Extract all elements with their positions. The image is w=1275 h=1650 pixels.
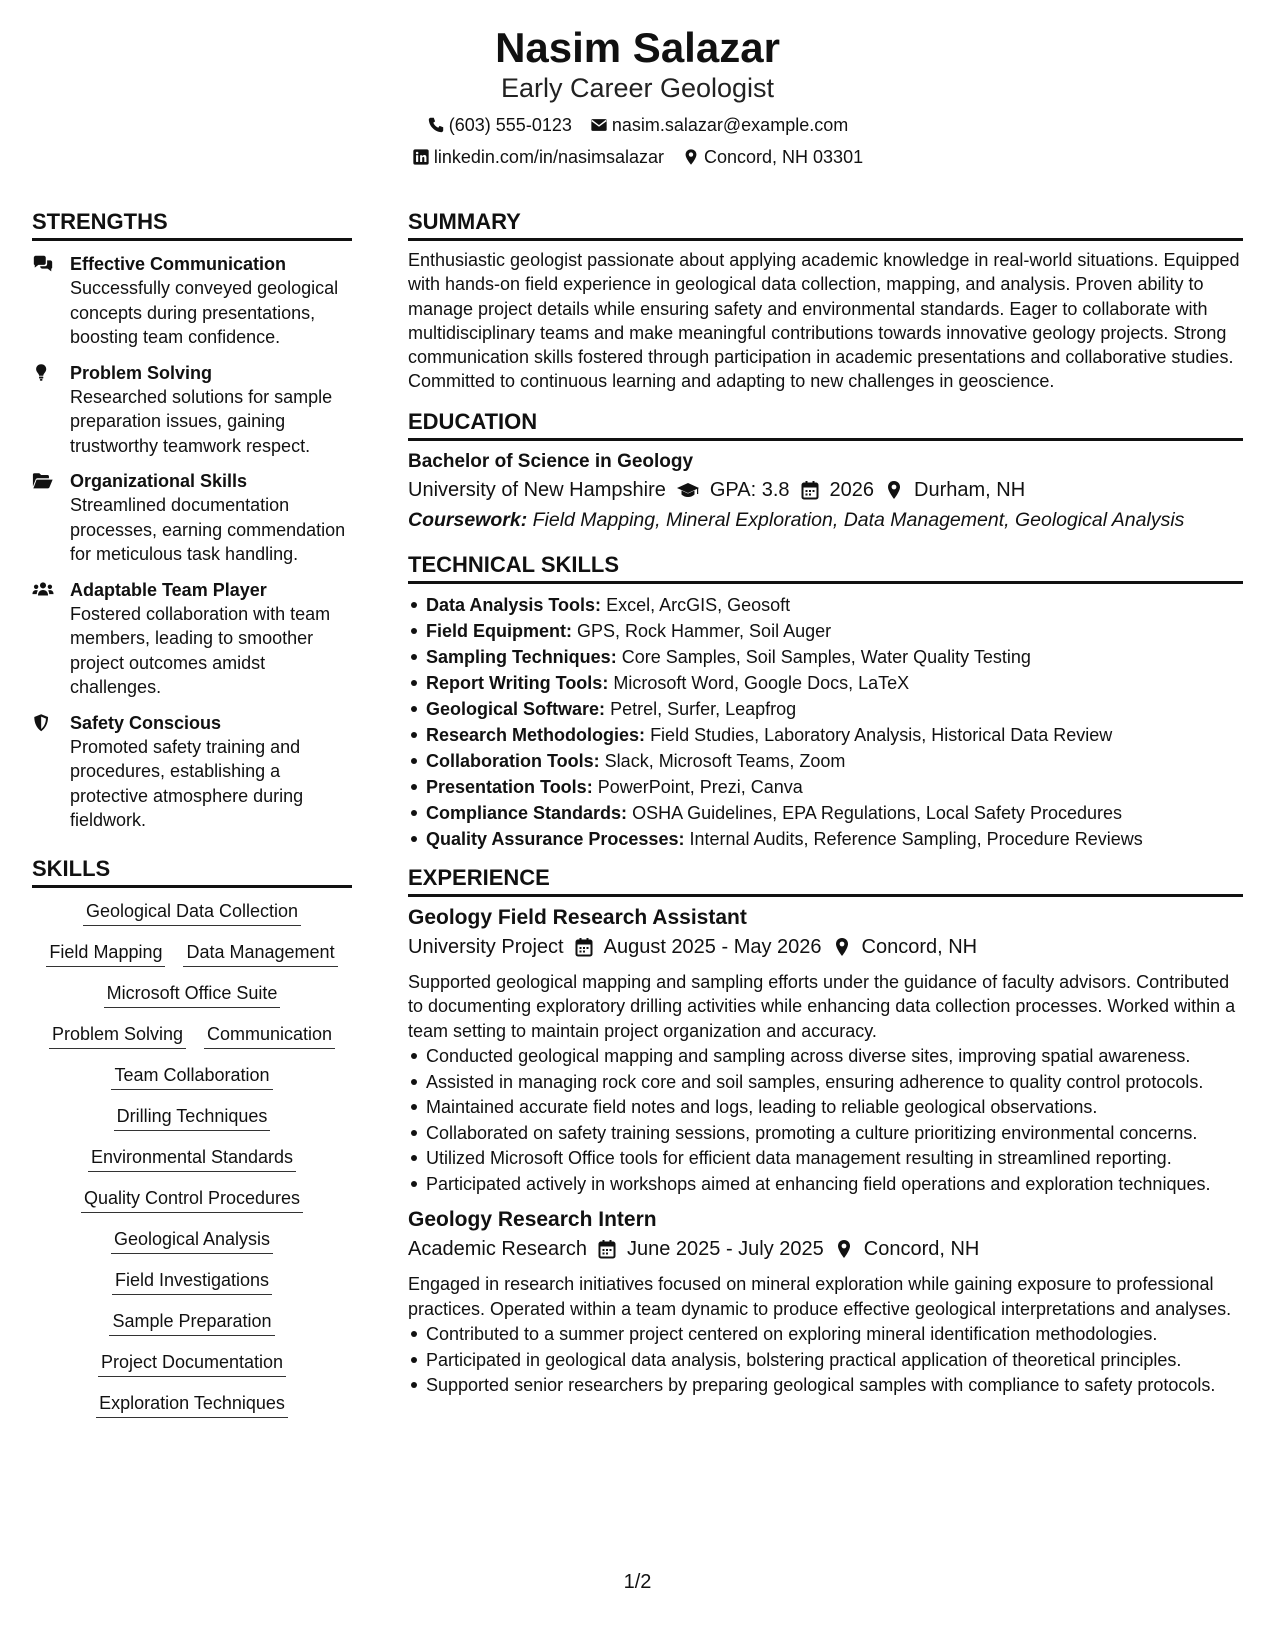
gpa-text: GPA: 3.8 <box>709 478 790 501</box>
strength-desc: Fostered collaboration with team members, leading to smoother project outcomes amidst challenges. <box>70 603 331 697</box>
graduation-year: 2026 <box>829 478 875 501</box>
skills-heading: SKILLS <box>32 855 352 888</box>
email-text: nasim.salazar@example.com <box>611 115 849 135</box>
technical-skills-heading: TECHNICAL SKILLS <box>408 551 1243 584</box>
strength-desc: Streamlined documentation processes, earning commendation for meticulous task handling. <box>70 495 346 564</box>
location-text: Concord, NH 03301 <box>704 147 864 167</box>
education-meta <box>408 475 1243 505</box>
strength-desc: Successfully conveyed geological concepts during presentations, boosting team confidence. <box>70 278 339 347</box>
skill-tag: Geological Data Collection <box>83 900 301 926</box>
candidate-name: Nasim Salazar <box>495 24 780 71</box>
list-item: Participated in geological data analysis, bolstering practical application of theoretical principles. <box>408 1348 1243 1373</box>
list-item: Data Analysis Tools: Excel, ArcGIS, Geosoft <box>408 592 1243 618</box>
map-pin-icon <box>834 1239 854 1259</box>
graduation-cap-icon <box>676 480 700 500</box>
job-title: Geology Research Intern <box>408 1208 657 1232</box>
phone-contact[interactable] <box>427 114 572 136</box>
coursework-line <box>408 505 1243 535</box>
job-org: Academic Research <box>408 1238 587 1261</box>
list-item: Assisted in managing rock core and soil samples, ensuring adherence to quality control protocols. <box>408 1070 1243 1095</box>
strength-desc: Researched solutions for sample preparation issues, gaining trustworthy teamwork respect. <box>70 386 333 456</box>
calendar-icon <box>800 480 820 500</box>
skill-tag: Communication <box>204 1023 335 1049</box>
linkedin-icon <box>412 148 430 166</box>
list-item: Contributed to a summer project centered on exploring mineral identification methodologies. <box>408 1322 1243 1347</box>
strength-title: Organizational Skills <box>70 471 248 491</box>
job-meta <box>408 1234 1243 1264</box>
skill-tag: Geological Analysis <box>111 1228 273 1254</box>
job-title: Geology Field Research Assistant <box>408 905 747 929</box>
skill-tag: Sample Preparation <box>109 1310 274 1336</box>
skills-list <box>32 900 352 1418</box>
list-item: Utilized Microsoft Office tools for efficient data management resulting in streamlined reporting. <box>408 1146 1243 1171</box>
job-bullets <box>408 1044 1243 1196</box>
skill-tag: Quality Control Procedures <box>81 1187 303 1213</box>
list-item: Collaborated on safety training sessions, promoting a culture prioritizing environmental concerns. <box>408 1121 1243 1146</box>
list-item: Collaboration Tools: Slack, Microsoft Teams, Zoom <box>408 748 1243 774</box>
skill-tag: Drilling Techniques <box>114 1105 271 1131</box>
map-pin-icon <box>884 480 904 500</box>
job-entry <box>408 904 1243 1197</box>
strength-desc: Promoted safety training and procedures, establishing a protective atmosphere during fieldwork. <box>70 736 304 830</box>
folder-open-icon <box>32 471 54 491</box>
map-pin-icon <box>832 937 852 957</box>
job-dates: June 2025 - July 2025 <box>626 1238 824 1261</box>
resume-header <box>0 22 1275 168</box>
summary-heading: SUMMARY <box>408 208 1243 241</box>
skill-tag: Field Investigations <box>112 1269 272 1295</box>
coursework-text: Field Mapping, Mineral Exploration, Data Management, Geological Analysis <box>532 508 1185 531</box>
list-item: Sampling Techniques: Core Samples, Soil Samples, Water Quality Testing <box>408 644 1243 670</box>
contact-row-2 <box>0 146 1275 168</box>
strength-title: Adaptable Team Player <box>70 579 267 600</box>
list-item: Research Methodologies: Field Studies, Laboratory Analysis, Historical Data Review <box>408 722 1243 748</box>
strength-title: Safety Conscious <box>70 712 222 733</box>
calendar-icon <box>597 1239 617 1259</box>
shield-icon <box>32 713 54 733</box>
skill-tag: Problem Solving <box>49 1023 186 1049</box>
school-name: University of New Hampshire <box>408 478 666 501</box>
technical-skills-list <box>408 592 1243 852</box>
list-item: Quality Assurance Processes: Internal Audits, Reference Sampling, Procedure Reviews <box>408 826 1243 852</box>
skill-tag: Project Documentation <box>98 1351 286 1377</box>
skill-tag: Field Mapping <box>46 941 165 967</box>
strength-item <box>32 578 352 700</box>
list-item: Maintained accurate field notes and logs, leading to reliable geological observations. <box>408 1095 1243 1120</box>
job-meta <box>408 932 1243 962</box>
skill-tag: Team Collaboration <box>111 1064 272 1090</box>
phone-icon <box>427 116 445 134</box>
location-contact <box>682 146 863 168</box>
right-column <box>408 208 1243 1398</box>
email-contact[interactable] <box>590 114 848 136</box>
summary-text: Enthusiastic geologist passionate about applying academic knowledge in real-world situations. Equipped with hands-on field experience in geological data collection, mapping, and analysis. Proven ability to manage project details while ensuring safety and environmental standards. Eager to collaborate with multidisciplinary teams and make meaningful contributions towards innovative geology projects. Strong communication skills fostered through participation in academic presentations and collaborative studies. Committed to continuous learning and adapting to new challenges in geoscience. <box>408 250 1240 392</box>
list-item: Participated actively in workshops aimed at enhancing field operations and exploration techniques. <box>408 1172 1243 1197</box>
strength-item <box>32 252 352 350</box>
job-entry <box>408 1206 1243 1398</box>
degree-title: Bachelor of Science in Geology <box>408 450 694 472</box>
linkedin-contact[interactable] <box>412 146 664 168</box>
education-heading: EDUCATION <box>408 408 1243 441</box>
job-location: Concord, NH <box>861 935 978 958</box>
envelope-icon <box>590 116 608 134</box>
strength-title: Effective Communication <box>70 254 287 274</box>
skill-tag: Exploration Techniques <box>96 1392 288 1418</box>
list-item: Compliance Standards: OSHA Guidelines, EPA Regulations, Local Safety Procedures <box>408 800 1243 826</box>
list-item: Field Equipment: GPS, Rock Hammer, Soil Auger <box>408 618 1243 644</box>
candidate-title: Early Career Geologist <box>500 73 775 103</box>
comments-icon <box>32 254 54 274</box>
contact-row-1 <box>0 114 1275 136</box>
map-pin-icon <box>682 148 700 166</box>
list-item: Geological Software: Petrel, Surfer, Leapfrog <box>408 696 1243 722</box>
strength-item <box>32 711 352 833</box>
phone-text: (603) 555-0123 <box>448 115 572 135</box>
skill-tag: Data Management <box>183 941 337 967</box>
education-entry <box>408 449 1243 535</box>
list-item: Conducted geological mapping and sampling across diverse sites, improving spatial awareness. <box>408 1044 1243 1069</box>
skill-tag: Environmental Standards <box>88 1146 296 1172</box>
list-item: Supported senior researchers by preparing geological samples with compliance to safety protocols. <box>408 1373 1243 1398</box>
strength-item <box>32 361 352 459</box>
list-item: Presentation Tools: PowerPoint, Prezi, Canva <box>408 774 1243 800</box>
job-bullets <box>408 1322 1243 1398</box>
job-description: Engaged in research initiatives focused on mineral exploration while gaining exposure to professional practices. Operated within a team dynamic to produce effective geological interpretations and analyses. <box>408 1274 1232 1319</box>
skill-tag: Microsoft Office Suite <box>104 982 281 1008</box>
strengths-heading: STRENGTHS <box>32 208 352 241</box>
education-location: Durham, NH <box>914 478 1026 501</box>
coursework-label: Coursework: <box>408 508 528 531</box>
strength-title: Problem Solving <box>70 362 213 383</box>
page-number: 1/2 <box>623 1571 652 1593</box>
job-org: University Project <box>408 935 564 958</box>
job-description: Supported geological mapping and sampling efforts under the guidance of faculty advisors. Contributed to documenting exploratory drilling activities while enhancing data collection processes. Worked within a team setting to maintain project organization and accuracy. <box>408 971 1236 1041</box>
strength-item <box>32 469 352 567</box>
left-column <box>32 208 352 1418</box>
linkedin-text: linkedin.com/in/nasimsalazar <box>433 147 664 167</box>
lightbulb-icon <box>32 363 54 383</box>
users-icon <box>32 580 54 600</box>
job-dates: August 2025 - May 2026 <box>603 935 822 958</box>
experience-heading: EXPERIENCE <box>408 864 1243 897</box>
list-item: Report Writing Tools: Microsoft Word, Google Docs, LaTeX <box>408 670 1243 696</box>
calendar-icon <box>574 937 594 957</box>
job-location: Concord, NH <box>863 1238 980 1261</box>
